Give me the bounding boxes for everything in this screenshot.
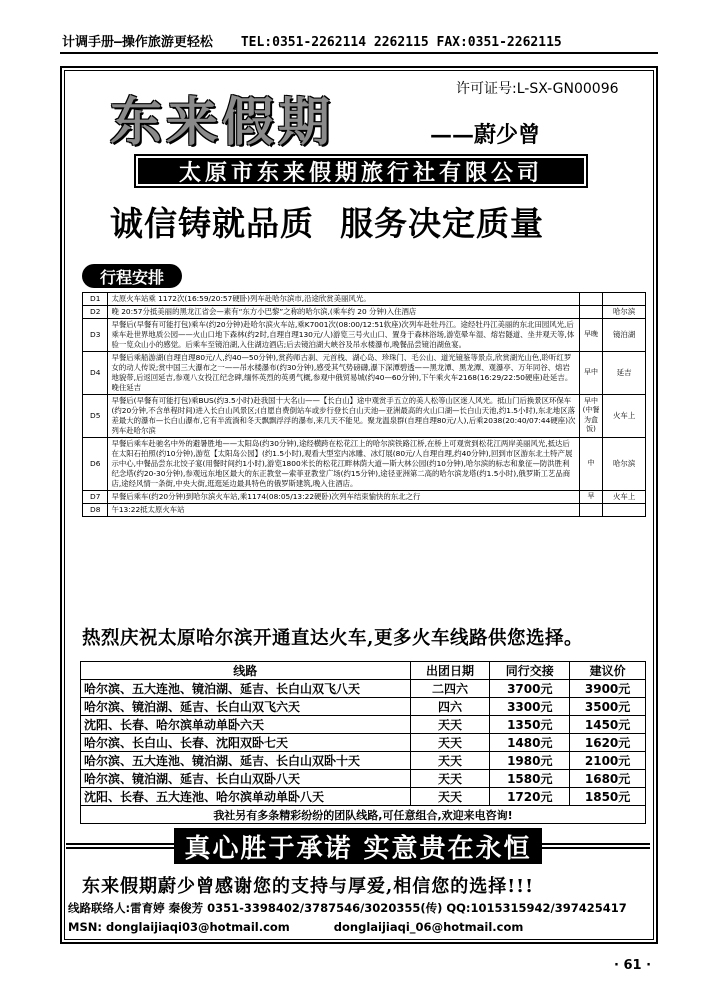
itinerary-stay: 哈尔滨 [603, 437, 646, 490]
itinerary-day: D4 [83, 351, 108, 394]
slogan-part1: 诚信铸就品质 [110, 204, 314, 243]
route-date: 四六 [410, 698, 490, 716]
route-row [81, 770, 646, 788]
route-suggested-price: 3500元 [570, 698, 646, 716]
route-name: 哈尔滨、长白山、长春、沈阳双卧七天 [81, 734, 411, 752]
route-trade-price: 1480元 [490, 734, 570, 752]
route-suggested-price: 1620元 [570, 734, 646, 752]
itinerary-meal [579, 503, 603, 516]
brand-person: ——蔚少曾 [430, 122, 541, 148]
itinerary-meal [579, 305, 603, 318]
itinerary-stay: 火车上 [603, 490, 646, 503]
slogan [110, 198, 630, 245]
route-name: 沈阳、长春、五大连池、哈尔滨单动单卧八天 [81, 788, 411, 806]
route-name: 沈阳、长春、哈尔滨单动单卧六天 [81, 716, 411, 734]
routes-footer-row [81, 806, 646, 824]
route-name: 哈尔滨、五大连池、镜泊湖、延吉、长白山双卧十天 [81, 752, 411, 770]
itinerary-stay: 火车上 [603, 394, 646, 437]
route-trade-price: 3700元 [490, 680, 570, 698]
itinerary-stay [603, 503, 646, 516]
contact-line: 线路联络人:雷育婷 秦俊芳 0351-3398402/3787546/3020355(传) QQ:1015315942/397425417 [68, 901, 627, 915]
page-header [60, 32, 658, 54]
msn-label: MSN: [68, 920, 102, 934]
slogan-part2: 服务决定质量 [340, 204, 544, 243]
route-row [81, 716, 646, 734]
routes-footer: 我社另有多条精彩纷纷的团队线路,可任意组合,欢迎来电咨询! [81, 806, 646, 824]
itinerary-desc: 早餐后乘船游湖(自理自理80元/人,约40—50分钟),赏药师古刹、元首栈、湖心岛、珍珠门、毛公山、道光镜鉴等景点,欣赏湖光山色,聆听红罗女的动人传说;赏中国三大瀑布之一——吊水楼瀑布(约30分钟),感受其气势磅礴,瀑下深潭碧透——黑龙潭、黑龙潭、观瀑亭、万年同谷、熔岩地貌带,后返回延吉,参观八女投江纪念碑,缅怀英烈的英勇气概,参观中俄贸易城(约40—60分钟),下午乘火车2168(16:29/22:50硬座)赴延吉。晚住延吉 [108, 351, 579, 394]
itinerary-day: D8 [83, 503, 108, 516]
route-name: 哈尔滨、五大连池、镜泊湖、延吉、长白山双飞八天 [81, 680, 411, 698]
route-date: 天天 [410, 752, 490, 770]
motto-text: 真心胜于承诺 实意贵在永恒 [174, 828, 541, 864]
msn-first: donglaijiaqi03@hotmail.com [105, 920, 290, 934]
route-row [81, 788, 646, 806]
routes-table [80, 661, 646, 824]
route-date: 二四六 [410, 680, 490, 698]
msn-line [68, 920, 653, 934]
itinerary-desc: 早餐后(早餐有可能打包)乘车(约20分钟)赴哈尔滨火车站,乘K7001次(08:00/12:51软座)次列车赴牡丹江。途经牡丹江美丽的东北田园风光,后乘车赴世界地质公园——火山口地下森林(约2时,自理自理130元/人)游览三号火山口、置身于森林浴场,游览晕车湿、熔岩隧道、坐井观天等,体验一览众山小的感觉。后乘车至镜泊湖,入住湖边酒店;后去镜泊湖大峡谷及吊水楼瀑布,晚餐品尝镜泊湖鱼宴。 [108, 318, 579, 351]
itinerary-row [83, 394, 646, 437]
route-date: 天天 [410, 788, 490, 806]
route-suggested-price: 3900元 [570, 680, 646, 698]
itinerary-stay: 哈尔滨 [603, 305, 646, 318]
itinerary-meal: 早晚 [579, 318, 603, 351]
itinerary-row [83, 305, 646, 318]
itinerary-stay [603, 293, 646, 306]
itinerary-day: D1 [83, 293, 108, 306]
itinerary-stay: 延吉 [603, 351, 646, 394]
itinerary-day: D5 [83, 394, 108, 437]
route-date: 天天 [410, 770, 490, 788]
page-number: · 61 · [614, 958, 652, 973]
routes-header-row [81, 662, 646, 680]
itinerary-day: D3 [83, 318, 108, 351]
route-row [81, 734, 646, 752]
route-row [81, 752, 646, 770]
itinerary-meal: 中 [579, 437, 603, 490]
itinerary-row [83, 437, 646, 490]
header-title: 计调手册—操作旅游更轻松 [62, 35, 213, 50]
route-trade-price: 1980元 [490, 752, 570, 770]
route-trade-price: 3300元 [490, 698, 570, 716]
itinerary-meal [579, 293, 603, 306]
license-number: 许可证号:L-SX-GN00096 [456, 81, 619, 97]
itinerary-meal: 早中 [579, 351, 603, 394]
route-suggested-price: 1850元 [570, 788, 646, 806]
motto-banner [66, 828, 650, 864]
header-contacts: TEL:0351-2262114 2262115 FAX:0351-2262115 [240, 35, 562, 50]
itinerary-row [83, 351, 646, 394]
brand-logo: 东来假期 [110, 92, 335, 153]
msn-second: donglaijiaqi_06@hotmail.com [333, 920, 524, 934]
itinerary-desc: 午13:22抵太原火车站 [108, 503, 579, 516]
route-date: 天天 [410, 716, 490, 734]
itinerary-desc: 早餐后乘车(约20分钟)到哈尔滨火车站,乘1174(08:05/13:22硬卧)次列车结束愉快的东北之行 [108, 490, 579, 503]
routes-header-trade: 同行交接 [490, 662, 570, 680]
route-name: 哈尔滨、镜泊湖、延吉、长白山双飞六天 [81, 698, 411, 716]
route-trade-price: 1580元 [490, 770, 570, 788]
itinerary-meal: 早 [579, 490, 603, 503]
route-suggested-price: 1450元 [570, 716, 646, 734]
itinerary-desc: 早餐后(早餐有可能打包)乘BUS(约3.5小时)赴我国十大名山——【长白山】途中观赏手五立的美人松等山区迷人风光。抵山门后换景区环保车(约20分钟,不含单程时间)进入长白山风景区;(自愿自费倒站车或步行登长白山天池—亚洲最高的火山口湖—长白山天池,约1.5小时),东北地区落差最大的瀑布—长白山瀑布,它有半流淌和冬天飘飘浮浮的瀑布,来几天不能见。聚龙温泉群(自理自理80元/人),后乘2038(20:40/07:44硬座)次列车赴哈尔滨 [108, 394, 579, 437]
routes-header-date: 出团日期 [410, 662, 490, 680]
motto-left-line [66, 843, 174, 849]
routes-header-price: 建议价 [570, 662, 646, 680]
itinerary-row [83, 293, 646, 306]
thanks-text: 东来假期蔚少曾感谢您的支持与厚爱,相信您的选择!!! [82, 876, 534, 897]
promo-banner: 热烈庆祝太原哈尔滨开通直达火车,更多火车线路供您选择。 [82, 628, 583, 649]
itinerary-title: 行程安排 [82, 264, 182, 288]
itinerary-row [83, 503, 646, 516]
itinerary-day: D6 [83, 437, 108, 490]
itinerary-desc: 晚 20:57分抵美丽的黑龙江省会—素有“东方小巴黎”之称的哈尔滨,(乘车约 20 分钟)入住酒店 [108, 305, 579, 318]
itinerary-table [82, 292, 646, 517]
itinerary-desc: 太原火车站乘 1172次(16:59/20:57硬卧)列车赴哈尔滨市,沿途欣赏美丽风光。 [108, 293, 579, 306]
motto-right-line [542, 843, 650, 849]
itinerary-day: D2 [83, 305, 108, 318]
route-trade-price: 1350元 [490, 716, 570, 734]
route-suggested-price: 2100元 [570, 752, 646, 770]
route-date: 天天 [410, 734, 490, 752]
company-name: 太原市东来假期旅行社有限公司 [136, 156, 586, 186]
itinerary-stay: 镜泊湖 [603, 318, 646, 351]
route-row [81, 698, 646, 716]
route-name: 哈尔滨、镜泊湖、延吉、长白山双卧八天 [81, 770, 411, 788]
itinerary-row [83, 318, 646, 351]
route-trade-price: 1720元 [490, 788, 570, 806]
itinerary-meal: 早中(中餐为盒饭) [579, 394, 603, 437]
routes-header-route: 线路 [81, 662, 411, 680]
route-row [81, 680, 646, 698]
itinerary-desc: 早餐后乘车赴驰名中外的避暑胜地——太阳岛(约30分钟),途经横跨在松花江上的哈尔滨铁路江桥,在桥上可观赏到松花江两岸美丽风光,抵达后在太阳石拍照(约10分钟),游览【太阳岛公园】(约1.5小时),观看大型室内冰雕、冰灯展(80元/人自理自理,约40分钟),回到市区游东北土特产展示中心,中餐品尝东北饺子宴(用餐时间约1小时),游览1800米长的松花江畔林荫大道—斯大林公园(约10分钟),哈尔滨的标志和象征—防洪胜利纪念塔(约20-30分钟),参观远东地区最大的东正教堂—索菲亚教堂广场(约15分钟),途径亚洲第二高的哈尔滨龙塔(约1.5小时),俄罗斯工艺品商店,途经风情一条街,中央大街,逛逛延边最具特色的俄罗斯建筑,晚入住酒店。 [108, 437, 579, 490]
itinerary-day: D7 [83, 490, 108, 503]
itinerary-row [83, 490, 646, 503]
route-suggested-price: 1680元 [570, 770, 646, 788]
